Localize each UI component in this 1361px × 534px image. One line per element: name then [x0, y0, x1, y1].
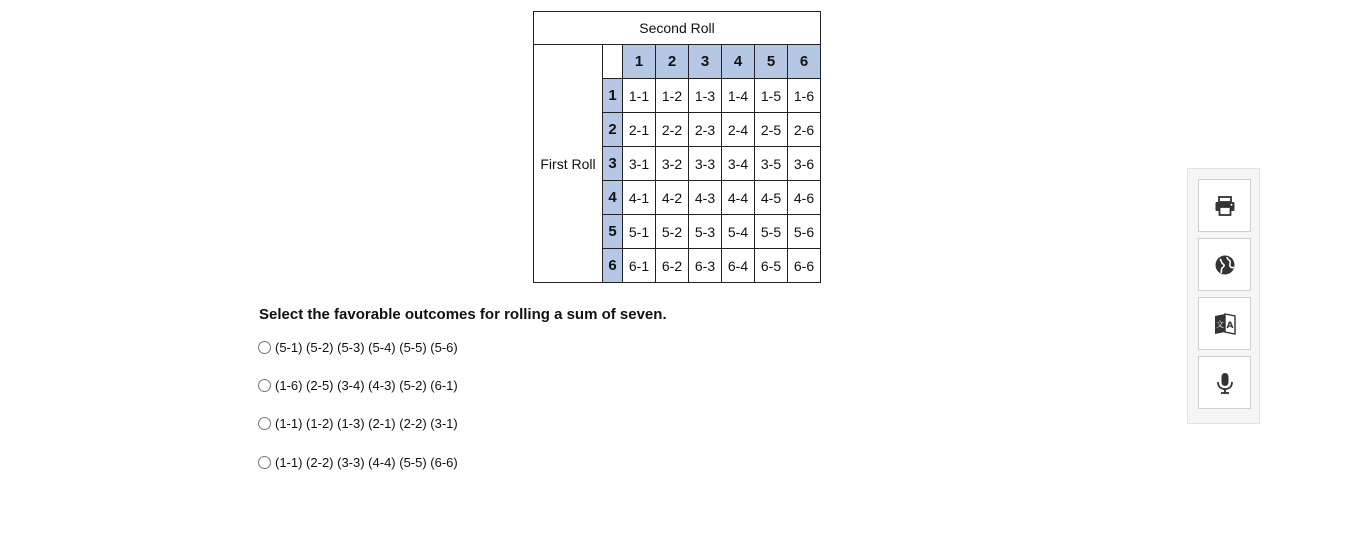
table-title: Second Roll — [534, 12, 821, 45]
outcome-cell: 6-6 — [788, 249, 821, 283]
outcome-cell: 4-3 — [689, 181, 722, 215]
row-header: 5 — [603, 215, 623, 249]
outcome-cell: 4-6 — [788, 181, 821, 215]
outcome-cell: 1-2 — [656, 79, 689, 113]
answer-option-2[interactable] — [258, 378, 458, 393]
outcome-cell: 5-1 — [623, 215, 656, 249]
outcome-cell: 2-2 — [656, 113, 689, 147]
column-header: 3 — [689, 45, 722, 79]
column-header: 4 — [722, 45, 755, 79]
row-header: 1 — [603, 79, 623, 113]
translate-icon — [1213, 312, 1237, 336]
outcome-cell: 6-1 — [623, 249, 656, 283]
outcome-cell: 1-6 — [788, 79, 821, 113]
outcome-cell: 2-5 — [755, 113, 788, 147]
outcome-cell: 4-1 — [623, 181, 656, 215]
outcome-cell: 6-4 — [722, 249, 755, 283]
outcome-cell: 6-5 — [755, 249, 788, 283]
outcome-cell: 1-3 — [689, 79, 722, 113]
answer-radio-2[interactable] — [258, 379, 271, 392]
globe-icon — [1213, 253, 1237, 277]
answer-radio-1[interactable] — [258, 341, 271, 354]
question-prompt: Select the favorable outcomes for rolling a sum of seven. — [259, 306, 667, 323]
outcome-cell: 3-2 — [656, 147, 689, 181]
outcome-cell: 2-1 — [623, 113, 656, 147]
outcome-cell: 4-4 — [722, 181, 755, 215]
answer-label-2: (1-6) (2-5) (3-4) (4-3) (5-2) (6-1) — [275, 378, 458, 393]
row-axis-label: First Roll — [534, 45, 603, 283]
row-header: 4 — [603, 181, 623, 215]
printer-icon — [1213, 194, 1237, 218]
outcome-cell: 3-1 — [623, 147, 656, 181]
column-header: 6 — [788, 45, 821, 79]
row-header: 6 — [603, 249, 623, 283]
outcome-cell: 5-6 — [788, 215, 821, 249]
outcome-cell: 6-2 — [656, 249, 689, 283]
outcome-cell: 3-3 — [689, 147, 722, 181]
answer-radio-3[interactable] — [258, 417, 271, 430]
outcome-cell: 5-2 — [656, 215, 689, 249]
outcome-cell: 6-3 — [689, 249, 722, 283]
corner-cell — [603, 45, 623, 79]
outcome-cell: 3-5 — [755, 147, 788, 181]
answer-option-1[interactable] — [258, 340, 458, 355]
outcome-cell: 5-3 — [689, 215, 722, 249]
row-header: 3 — [603, 147, 623, 181]
print-button[interactable] — [1198, 179, 1251, 232]
outcome-cell: 4-5 — [755, 181, 788, 215]
outcomes-table — [533, 11, 821, 283]
microphone-icon — [1213, 371, 1237, 395]
svg-text:A: A — [1226, 320, 1233, 331]
outcome-cell: 4-2 — [656, 181, 689, 215]
outcome-cell: 2-6 — [788, 113, 821, 147]
answer-label-1: (5-1) (5-2) (5-3) (5-4) (5-5) (5-6) — [275, 340, 458, 355]
answer-label-3: (1-1) (1-2) (1-3) (2-1) (2-2) (3-1) — [275, 416, 458, 431]
outcome-cell: 5-5 — [755, 215, 788, 249]
outcome-cell: 1-5 — [755, 79, 788, 113]
tool-panel — [1187, 168, 1260, 424]
answer-option-3[interactable] — [258, 416, 458, 431]
row-header: 2 — [603, 113, 623, 147]
speech-button[interactable] — [1198, 356, 1251, 409]
outcome-cell: 3-6 — [788, 147, 821, 181]
column-header: 5 — [755, 45, 788, 79]
translate-button[interactable] — [1198, 297, 1251, 350]
answer-label-4: (1-1) (2-2) (3-3) (4-4) (5-5) (6-6) — [275, 455, 458, 470]
outcome-cell: 1-4 — [722, 79, 755, 113]
outcome-cell: 3-4 — [722, 147, 755, 181]
answer-option-4[interactable] — [258, 455, 458, 470]
outcome-cell: 2-4 — [722, 113, 755, 147]
svg-text:文: 文 — [1215, 319, 1224, 329]
column-header: 2 — [656, 45, 689, 79]
outcome-cell: 5-4 — [722, 215, 755, 249]
column-header: 1 — [623, 45, 656, 79]
language-button[interactable] — [1198, 238, 1251, 291]
outcome-cell: 1-1 — [623, 79, 656, 113]
answer-radio-4[interactable] — [258, 456, 271, 469]
outcome-cell: 2-3 — [689, 113, 722, 147]
